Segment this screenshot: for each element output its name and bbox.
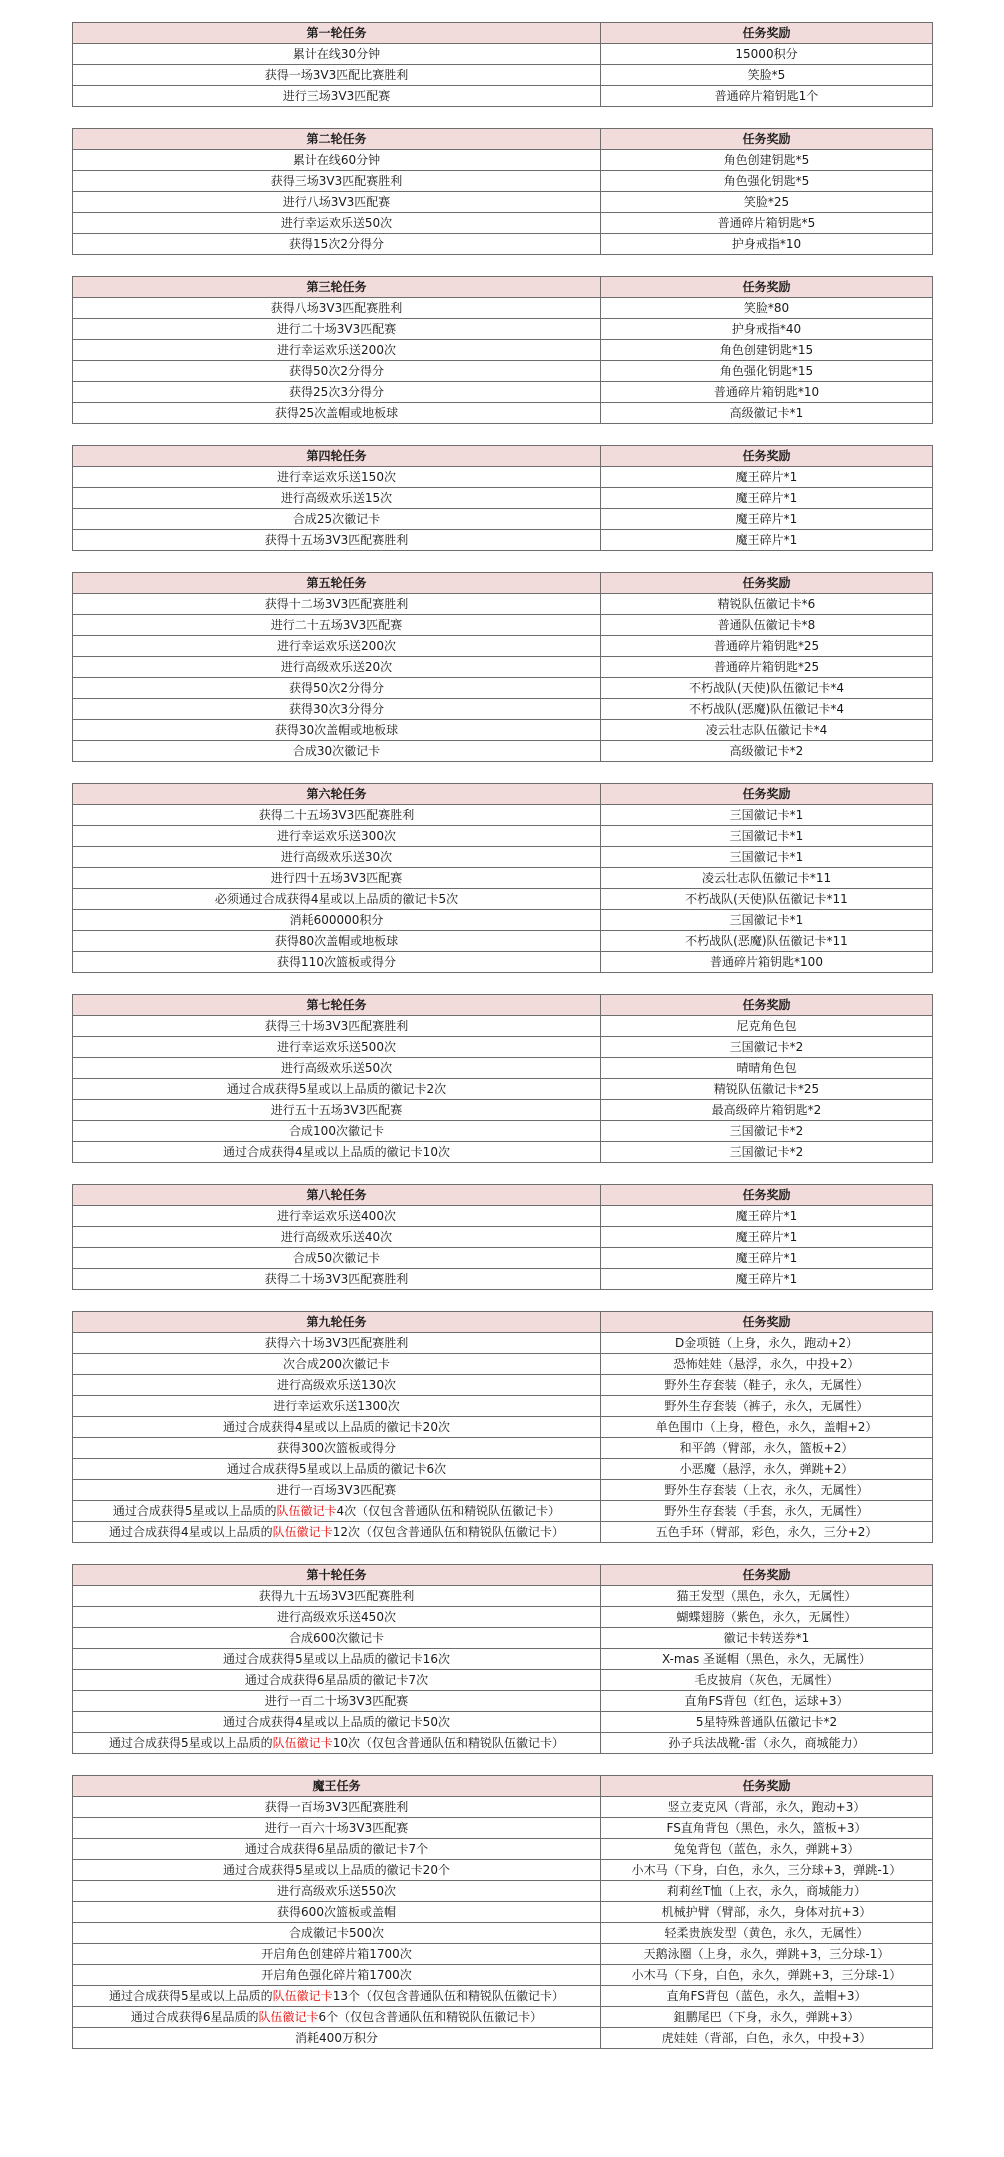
reward-cell: 最高级碎片箱钥匙*2 — [601, 1100, 933, 1121]
round-title: 第二轮任务 — [73, 129, 601, 150]
task-cell: 进行高级欢乐送450次 — [73, 1607, 601, 1628]
table-header-row — [73, 277, 933, 298]
table-row — [73, 1333, 933, 1354]
reward-cell: 孙子兵法战靴-雷（永久，商城能力） — [601, 1733, 933, 1754]
task-cell: 通过合成获得4星或以上品质的徽记卡50次 — [73, 1712, 601, 1733]
table-row — [73, 340, 933, 361]
task-cell: 进行幸运欢乐送200次 — [73, 340, 601, 361]
reward-header: 任务奖励 — [601, 1776, 933, 1797]
task-cell: 次合成200次徽记卡 — [73, 1354, 601, 1375]
task-cell: 进行高级欢乐送20次 — [73, 657, 601, 678]
reward-cell: 毛皮披肩（灰色，无属性） — [601, 1670, 933, 1691]
round-table — [72, 1775, 933, 2049]
task-highlight: 队伍徽记卡 — [272, 1736, 333, 1750]
table-header-row — [73, 573, 933, 594]
task-cell: 获得九十五场3V3匹配赛胜利 — [73, 1586, 601, 1607]
task-cell: 通过合成获得6星品质的徽记卡7次 — [73, 1670, 601, 1691]
reward-cell: X-mas 圣诞帽（黑色，永久，无属性） — [601, 1649, 933, 1670]
reward-cell: 三国徽记卡*1 — [601, 805, 933, 826]
table-row — [73, 1797, 933, 1818]
table-row — [73, 1944, 933, 1965]
task-highlight: 队伍徽记卡 — [272, 1989, 333, 2003]
reward-cell: 机械护臂（臂部，永久，身体对抗+3） — [601, 1902, 933, 1923]
table-row — [73, 467, 933, 488]
reward-cell: 三国徽记卡*1 — [601, 910, 933, 931]
reward-cell: 高级徽记卡*1 — [601, 403, 933, 424]
reward-cell: 直角FS背包（蓝色，永久，盖帽+3） — [601, 1986, 933, 2007]
task-cell: 累计在线60分钟 — [73, 150, 601, 171]
task-cell: 进行高级欢乐送40次 — [73, 1227, 601, 1248]
table-row — [73, 1607, 933, 1628]
table-row — [73, 1628, 933, 1649]
round-title: 第四轮任务 — [73, 446, 601, 467]
table-row — [73, 1058, 933, 1079]
table-row — [73, 1100, 933, 1121]
table-row — [73, 1375, 933, 1396]
task-cell: 获得六十场3V3匹配赛胜利 — [73, 1333, 601, 1354]
task-cell: 获得50次2分得分 — [73, 678, 601, 699]
task-cell: 通过合成获得5星或以上品质的徽记卡20个 — [73, 1860, 601, 1881]
reward-cell: 15000积分 — [601, 44, 933, 65]
round-table — [72, 994, 933, 1163]
task-highlight: 队伍徽记卡 — [258, 2010, 319, 2024]
reward-cell: 魔王碎片*1 — [601, 488, 933, 509]
task-cell: 进行高级欢乐送550次 — [73, 1881, 601, 1902]
table-row — [73, 1227, 933, 1248]
table-row — [73, 298, 933, 319]
round-table — [72, 1311, 933, 1543]
table-row — [73, 1269, 933, 1290]
table-row — [73, 2007, 933, 2028]
reward-cell: 猫王发型（黑色，永久，无属性） — [601, 1586, 933, 1607]
task-cell: 开启角色创建碎片箱1700次 — [73, 1944, 601, 1965]
table-header-row — [73, 784, 933, 805]
table-row — [73, 150, 933, 171]
task-cell: 通过合成获得5星或以上品质的徽记卡2次 — [73, 1079, 601, 1100]
reward-cell: 普通碎片箱钥匙*25 — [601, 636, 933, 657]
task-cell: 获得30次3分得分 — [73, 699, 601, 720]
table-row — [73, 805, 933, 826]
table-row — [73, 1965, 933, 1986]
reward-cell: 小木马（下身，白色，永久，三分球+3，弹跳-1） — [601, 1860, 933, 1881]
task-cell: 获得25次盖帽或地板球 — [73, 403, 601, 424]
table-row — [73, 594, 933, 615]
table-row — [73, 488, 933, 509]
round-table — [72, 128, 933, 255]
reward-cell: 魔王碎片*1 — [601, 1227, 933, 1248]
table-row — [73, 699, 933, 720]
table-row — [73, 1079, 933, 1100]
task-cell: 获得十五场3V3匹配赛胜利 — [73, 530, 601, 551]
task-cell: 进行幸运欢乐送1300次 — [73, 1396, 601, 1417]
task-text: 通过合成获得5星或以上品质的 — [109, 1989, 273, 2003]
reward-header: 任务奖励 — [601, 573, 933, 594]
reward-cell: 魔王碎片*1 — [601, 1248, 933, 1269]
task-cell: 获得八场3V3匹配赛胜利 — [73, 298, 601, 319]
table-row — [73, 1923, 933, 1944]
table-row — [73, 1902, 933, 1923]
task-tables — [72, 22, 932, 2070]
table-row — [73, 1438, 933, 1459]
reward-cell: 角色强化钥匙*5 — [601, 171, 933, 192]
table-row — [73, 319, 933, 340]
table-row — [73, 171, 933, 192]
task-cell: 获得25次3分得分 — [73, 382, 601, 403]
table-row — [73, 1691, 933, 1712]
reward-cell: 精锐队伍徽记卡*6 — [601, 594, 933, 615]
task-cell: 开启角色强化碎片箱1700次 — [73, 1965, 601, 1986]
reward-cell: 普通队伍徽记卡*8 — [601, 615, 933, 636]
round-title: 第六轮任务 — [73, 784, 601, 805]
reward-cell: 笑脸*25 — [601, 192, 933, 213]
reward-cell: 蝴蝶翅膀（紫色，永久，无属性） — [601, 1607, 933, 1628]
table-row — [73, 1121, 933, 1142]
reward-cell: 虎娃娃（背部，白色，永久，中投+3） — [601, 2028, 933, 2049]
table-row — [73, 678, 933, 699]
table-row — [73, 1670, 933, 1691]
task-cell: 获得15次2分得分 — [73, 234, 601, 255]
reward-cell: 角色创建钥匙*5 — [601, 150, 933, 171]
table-row — [73, 1142, 933, 1163]
task-text: 10次（仅包含普通队伍和精锐队伍徽记卡） — [332, 1736, 564, 1750]
round-table — [72, 783, 933, 973]
table-row — [73, 1206, 933, 1227]
table-row — [73, 2028, 933, 2049]
reward-cell: 小恶魔（悬浮，永久，弹跳+2） — [601, 1459, 933, 1480]
table-row — [73, 1733, 933, 1754]
task-cell: 合成50次徽记卡 — [73, 1248, 601, 1269]
table-row — [73, 1712, 933, 1733]
reward-cell: 魔王碎片*1 — [601, 1269, 933, 1290]
task-text: 6个（仅包含普通队伍和精锐队伍徽记卡） — [318, 2010, 543, 2024]
task-cell: 获得30次盖帽或地板球 — [73, 720, 601, 741]
table-header-row — [73, 446, 933, 467]
task-cell: 进行幸运欢乐送200次 — [73, 636, 601, 657]
reward-cell: 魔王碎片*1 — [601, 467, 933, 488]
task-cell: 合成100次徽记卡 — [73, 1121, 601, 1142]
task-cell: 通过合成获得4星或以上品质的徽记卡10次 — [73, 1142, 601, 1163]
reward-header: 任务奖励 — [601, 1565, 933, 1586]
reward-cell: 小木马（下身，白色，永久，弹跳+3，三分球-1） — [601, 1965, 933, 1986]
reward-cell: 莉莉丝T恤（上衣，永久，商城能力） — [601, 1881, 933, 1902]
table-row — [73, 1860, 933, 1881]
table-row — [73, 889, 933, 910]
reward-cell: 三国徽记卡*2 — [601, 1037, 933, 1058]
table-header-row — [73, 1776, 933, 1797]
task-cell: 获得二十场3V3匹配赛胜利 — [73, 1269, 601, 1290]
table-row — [73, 403, 933, 424]
task-cell: 获得50次2分得分 — [73, 361, 601, 382]
reward-cell: 不朽战队(天使)队伍徽记卡*4 — [601, 678, 933, 699]
task-cell: 合成600次徽记卡 — [73, 1628, 601, 1649]
reward-cell: 直角FS背包（红色，运球+3） — [601, 1691, 933, 1712]
table-header-row — [73, 23, 933, 44]
reward-cell: 天鹅泳圈（上身，永久，弹跳+3，三分球-1） — [601, 1944, 933, 1965]
table-row — [73, 1354, 933, 1375]
table-row — [73, 382, 933, 403]
task-text: 通过合成获得5星或以上品质的 — [112, 1504, 277, 1518]
task-cell: 进行高级欢乐送30次 — [73, 847, 601, 868]
task-cell — [73, 1501, 601, 1522]
table-row — [73, 910, 933, 931]
task-cell: 通过合成获得4星或以上品质的徽记卡20次 — [73, 1417, 601, 1438]
task-cell: 获得300次篮板或得分 — [73, 1438, 601, 1459]
round-table — [72, 22, 933, 107]
table-row — [73, 847, 933, 868]
table-header-row — [73, 1565, 933, 1586]
table-row — [73, 361, 933, 382]
task-cell: 进行八场3V3匹配赛 — [73, 192, 601, 213]
task-cell: 合成30次徽记卡 — [73, 741, 601, 762]
round-title: 第五轮任务 — [73, 573, 601, 594]
task-cell: 获得110次篮板或得分 — [73, 952, 601, 973]
reward-cell: 晴晴角色包 — [601, 1058, 933, 1079]
reward-cell: 护身戒指*10 — [601, 234, 933, 255]
table-row — [73, 1586, 933, 1607]
task-cell — [73, 1733, 601, 1754]
table-row — [73, 44, 933, 65]
round-title: 第一轮任务 — [73, 23, 601, 44]
reward-cell: 凌云壮志队伍徽记卡*4 — [601, 720, 933, 741]
reward-cell: 恐怖娃娃（悬浮，永久，中投+2） — [601, 1354, 933, 1375]
table-row — [73, 86, 933, 107]
table-row — [73, 720, 933, 741]
table-header-row — [73, 1312, 933, 1333]
task-text: 通过合成获得6星品质的 — [130, 2010, 259, 2024]
task-cell: 进行幸运欢乐送400次 — [73, 1206, 601, 1227]
reward-cell: 野外生存套装（上衣，永久，无属性） — [601, 1480, 933, 1501]
task-cell: 获得一百场3V3匹配赛胜利 — [73, 1797, 601, 1818]
table-row — [73, 615, 933, 636]
task-cell: 合成徽记卡500次 — [73, 1923, 601, 1944]
table-row — [73, 192, 933, 213]
reward-cell: 角色强化钥匙*15 — [601, 361, 933, 382]
task-cell: 进行三场3V3匹配赛 — [73, 86, 601, 107]
reward-cell: 魔王碎片*1 — [601, 1206, 933, 1227]
task-cell: 进行四十五场3V3匹配赛 — [73, 868, 601, 889]
reward-cell: 尼克角色包 — [601, 1016, 933, 1037]
reward-cell: 魔王碎片*1 — [601, 530, 933, 551]
task-cell: 进行幸运欢乐送500次 — [73, 1037, 601, 1058]
round-title: 魔王任务 — [73, 1776, 601, 1797]
reward-cell: 笑脸*80 — [601, 298, 933, 319]
reward-cell: 不朽战队(恶魔)队伍徽记卡*4 — [601, 699, 933, 720]
reward-header: 任务奖励 — [601, 784, 933, 805]
table-row — [73, 1522, 933, 1543]
reward-cell: 角色创建钥匙*15 — [601, 340, 933, 361]
task-text: 12次（仅包含普通队伍和精锐队伍徽记卡） — [332, 1525, 564, 1539]
reward-cell: 三国徽记卡*2 — [601, 1142, 933, 1163]
task-cell: 进行二十五场3V3匹配赛 — [73, 615, 601, 636]
reward-cell: 兔兔背包（蓝色，永久，弹跳+3） — [601, 1839, 933, 1860]
task-cell: 进行一百二十场3V3匹配赛 — [73, 1691, 601, 1712]
task-cell — [73, 1986, 601, 2007]
round-title: 第七轮任务 — [73, 995, 601, 1016]
reward-cell: 普通碎片箱钥匙*25 — [601, 657, 933, 678]
reward-cell: 魔王碎片*1 — [601, 509, 933, 530]
task-highlight: 队伍徽记卡 — [276, 1504, 337, 1518]
reward-cell: 高级徽记卡*2 — [601, 741, 933, 762]
reward-cell: 野外生存套装（鞋子，永久，无属性） — [601, 1375, 933, 1396]
round-title: 第九轮任务 — [73, 1312, 601, 1333]
task-cell: 通过合成获得5星或以上品质的徽记卡6次 — [73, 1459, 601, 1480]
task-cell: 进行一百场3V3匹配赛 — [73, 1480, 601, 1501]
task-cell: 获得二十五场3V3匹配赛胜利 — [73, 805, 601, 826]
reward-header: 任务奖励 — [601, 23, 933, 44]
reward-cell: 普通碎片箱钥匙*10 — [601, 382, 933, 403]
task-cell: 进行幸运欢乐送300次 — [73, 826, 601, 847]
reward-cell: 凌云壮志队伍徽记卡*11 — [601, 868, 933, 889]
task-cell: 进行二十场3V3匹配赛 — [73, 319, 601, 340]
reward-header: 任务奖励 — [601, 1312, 933, 1333]
table-row — [73, 1016, 933, 1037]
task-cell: 获得一场3V3匹配比赛胜利 — [73, 65, 601, 86]
task-cell: 通过合成获得6星品质的徽记卡7个 — [73, 1839, 601, 1860]
reward-header: 任务奖励 — [601, 277, 933, 298]
reward-cell: 和平鸽（臂部，永久，篮板+2） — [601, 1438, 933, 1459]
task-cell: 进行五十五场3V3匹配赛 — [73, 1100, 601, 1121]
task-cell: 获得三十场3V3匹配赛胜利 — [73, 1016, 601, 1037]
table-row — [73, 1396, 933, 1417]
table-row — [73, 657, 933, 678]
reward-cell: 轻柔贵族发型（黄色，永久，无属性） — [601, 1923, 933, 1944]
table-header-row — [73, 995, 933, 1016]
reward-cell: 不朽战队(恶魔)队伍徽记卡*11 — [601, 931, 933, 952]
table-header-row — [73, 1185, 933, 1206]
task-cell: 获得十二场3V3匹配赛胜利 — [73, 594, 601, 615]
table-row — [73, 931, 933, 952]
reward-cell: 精锐队伍徽记卡*25 — [601, 1079, 933, 1100]
round-title: 第八轮任务 — [73, 1185, 601, 1206]
reward-cell: 护身戒指*40 — [601, 319, 933, 340]
table-row — [73, 1649, 933, 1670]
task-text: 通过合成获得4星或以上品质的 — [109, 1525, 273, 1539]
reward-cell: 普通碎片箱钥匙1个 — [601, 86, 933, 107]
round-table — [72, 276, 933, 424]
table-row — [73, 65, 933, 86]
reward-cell: 鉏鹏尾巴（下身，永久，弹跳+3） — [601, 2007, 933, 2028]
reward-cell: 单色围巾（上身，橙色，永久，盖帽+2） — [601, 1417, 933, 1438]
task-cell: 消耗600000积分 — [73, 910, 601, 931]
round-title: 第三轮任务 — [73, 277, 601, 298]
task-cell: 获得三场3V3匹配赛胜利 — [73, 171, 601, 192]
table-row — [73, 509, 933, 530]
task-cell: 进行幸运欢乐送150次 — [73, 467, 601, 488]
table-row — [73, 1480, 933, 1501]
reward-cell: 野外生存套装（裤子，永久，无属性） — [601, 1396, 933, 1417]
reward-cell: 5星特殊普通队伍徽记卡*2 — [601, 1712, 933, 1733]
task-cell: 消耗400万积分 — [73, 2028, 601, 2049]
task-text: 4次（仅包含普通队伍和精锐队伍徽记卡） — [336, 1504, 561, 1518]
table-row — [73, 1459, 933, 1480]
reward-header: 任务奖励 — [601, 446, 933, 467]
table-row — [73, 213, 933, 234]
reward-header: 任务奖励 — [601, 129, 933, 150]
round-table — [72, 445, 933, 551]
task-cell: 合成25次徽记卡 — [73, 509, 601, 530]
reward-cell: 普通碎片箱钥匙*100 — [601, 952, 933, 973]
table-row — [73, 1501, 933, 1522]
reward-cell: 普通碎片箱钥匙*5 — [601, 213, 933, 234]
reward-cell: 三国徽记卡*1 — [601, 847, 933, 868]
task-cell: 获得600次篮板或盖帽 — [73, 1902, 601, 1923]
table-row — [73, 636, 933, 657]
reward-header: 任务奖励 — [601, 1185, 933, 1206]
round-table — [72, 1564, 933, 1754]
task-cell — [73, 2007, 601, 2028]
task-cell: 获得80次盖帽或地板球 — [73, 931, 601, 952]
table-row — [73, 1818, 933, 1839]
reward-cell: D金项链（上身，永久，跑动+2） — [601, 1333, 933, 1354]
table-row — [73, 1986, 933, 2007]
reward-header: 任务奖励 — [601, 995, 933, 1016]
table-row — [73, 1037, 933, 1058]
table-row — [73, 1248, 933, 1269]
task-cell: 必须通过合成获得4星或以上品质的徽记卡5次 — [73, 889, 601, 910]
table-row — [73, 952, 933, 973]
table-row — [73, 1881, 933, 1902]
table-row — [73, 826, 933, 847]
task-cell: 进行高级欢乐送15次 — [73, 488, 601, 509]
task-cell: 进行高级欢乐送130次 — [73, 1375, 601, 1396]
table-row — [73, 741, 933, 762]
table-row — [73, 868, 933, 889]
round-title: 第十轮任务 — [73, 1565, 601, 1586]
task-cell: 通过合成获得5星或以上品质的徽记卡16次 — [73, 1649, 601, 1670]
reward-cell: FS直角背包（黑色，永久，篮板+3） — [601, 1818, 933, 1839]
task-highlight: 队伍徽记卡 — [272, 1525, 333, 1539]
table-header-row — [73, 129, 933, 150]
reward-cell: 三国徽记卡*2 — [601, 1121, 933, 1142]
task-cell — [73, 1522, 601, 1543]
round-table — [72, 572, 933, 762]
table-row — [73, 234, 933, 255]
table-row — [73, 1417, 933, 1438]
task-cell: 累计在线30分钟 — [73, 44, 601, 65]
reward-cell: 徽记卡转送券*1 — [601, 1628, 933, 1649]
task-cell: 进行幸运欢乐送50次 — [73, 213, 601, 234]
reward-cell: 笑脸*5 — [601, 65, 933, 86]
reward-cell: 三国徽记卡*1 — [601, 826, 933, 847]
task-cell: 进行一百六十场3V3匹配赛 — [73, 1818, 601, 1839]
round-table — [72, 1184, 933, 1290]
task-cell: 进行高级欢乐送50次 — [73, 1058, 601, 1079]
task-text: 通过合成获得5星或以上品质的 — [109, 1736, 273, 1750]
reward-cell: 不朽战队(天使)队伍徽记卡*11 — [601, 889, 933, 910]
table-row — [73, 1839, 933, 1860]
reward-cell: 五色手环（臂部，彩色，永久，三分+2） — [601, 1522, 933, 1543]
reward-cell: 野外生存套装（手套，永久，无属性） — [601, 1501, 933, 1522]
table-row — [73, 530, 933, 551]
reward-cell: 竖立麦克风（背部，永久，跑动+3） — [601, 1797, 933, 1818]
task-text: 13个（仅包含普通队伍和精锐队伍徽记卡） — [332, 1989, 564, 2003]
